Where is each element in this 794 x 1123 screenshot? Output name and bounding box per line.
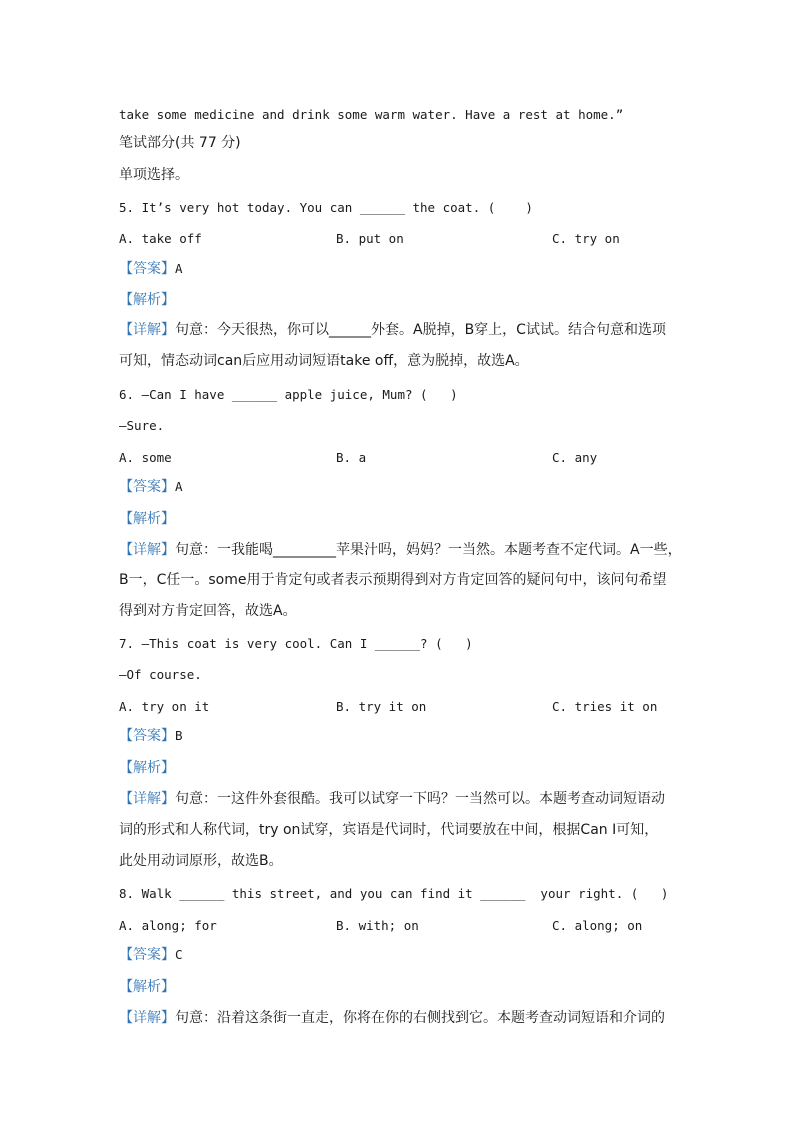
analysis-tag: 【解析】 [119,511,175,527]
detail-text: 句意：一我能喝_________苹果汁吗，妈妈？一当然。本题考查不定代词。A一些， [175,542,682,558]
question-5-answer: A [175,261,183,276]
subsection-title: 单项选择。 [119,167,189,183]
question-7-reply: —Of course. [119,667,202,682]
question-5-answer-line [119,258,183,279]
question-6-detail-line-3: 得到对方肯定回答，故选A。 [119,603,297,619]
question-5-option-b: B. put on [336,231,404,246]
question-6-stem: 6. —Can I have ______ apple juice, Mum? ( ) [119,387,458,402]
analysis-tag: 【解析】 [119,979,175,995]
question-8-answer: C [175,947,183,962]
question-7-option-c: C. tries it on [552,699,658,714]
question-6-reply: —Sure. [119,418,165,433]
question-6-answer: A [175,479,183,494]
question-5-option-a: A. take off [119,231,202,246]
question-8-option-b: B. with; on [336,918,419,933]
question-7-detail-line-1 [119,789,665,809]
question-5-detail-line-1 [119,320,666,340]
answer-tag: 【答案】 [119,728,175,744]
question-7-stem: 7. —This coat is very cool. Can I ______? ( ) [119,636,473,651]
question-7-option-b: B. try it on [336,699,427,714]
question-7-option-a: A. try on it [119,699,210,714]
question-5-option-c: C. try on [552,231,620,246]
detail-tag: 【详解】 [119,1010,175,1026]
question-6-analysis-line [119,508,175,529]
question-7-answer-line [119,725,183,746]
question-5-stem: 5. It’s very hot today. You can ______ the coat. ( ) [119,200,533,215]
detail-text: 句意：一这件外套很酷。我可以试穿一下吗？一当然可以。本题考查动词短语动 [175,791,665,807]
question-7-detail-line-2: 词的形式和人称代词，try on试穿，宾语是代词时，代词要放在中间，根据Can I可知， [119,822,659,838]
answer-tag: 【答案】 [119,947,175,963]
question-8-option-c: C. along; on [552,918,643,933]
question-6-option-c: C. any [552,450,598,465]
question-8-detail-line-1 [119,1008,665,1028]
question-6-answer-line [119,476,183,497]
answer-tag: 【答案】 [119,479,175,495]
answer-tag: 【答案】 [119,261,175,277]
analysis-tag: 【解析】 [119,760,175,776]
question-8-analysis-line [119,976,175,997]
question-5-detail-line-2: 可知，情态动词can后应用动词短语take off，意为脱掉，故选A。 [119,353,529,369]
detail-tag: 【详解】 [119,542,175,558]
section-title: 笔试部分(共 77 分) [119,135,241,151]
question-7-analysis-line [119,757,175,778]
question-8-option-a: A. along; for [119,918,217,933]
question-6-option-a: A. some [119,450,172,465]
question-7-answer: B [175,728,183,743]
question-8-stem: 8. Walk ______ this street, and you can find it ______ your right. ( ) [119,886,669,901]
detail-tag: 【详解】 [119,791,175,807]
question-6-option-b: B. a [336,450,367,465]
detail-tag: 【详解】 [119,322,175,338]
detail-text: 句意：沿着这条街一直走，你将在你的右侧找到它。本题考查动词短语和介词的 [175,1010,665,1026]
detail-text: 句意：今天很热，你可以______外套。A脱掉，B穿上，C试试。结合句意和选项 [175,322,666,338]
question-6-detail-line-2: B一，C任一。some用于肯定句或者表示预期得到对方肯定回答的疑问句中，该问句希望 [119,572,667,588]
question-5-analysis-line [119,289,175,310]
question-7-detail-line-3: 此处用动词原形，故选B。 [119,853,283,869]
question-6-detail-line-1 [119,540,682,560]
question-8-answer-line [119,944,183,965]
analysis-tag: 【解析】 [119,292,175,308]
intro-line: take some medicine and drink some warm water. Have a rest at home.” [119,107,624,122]
